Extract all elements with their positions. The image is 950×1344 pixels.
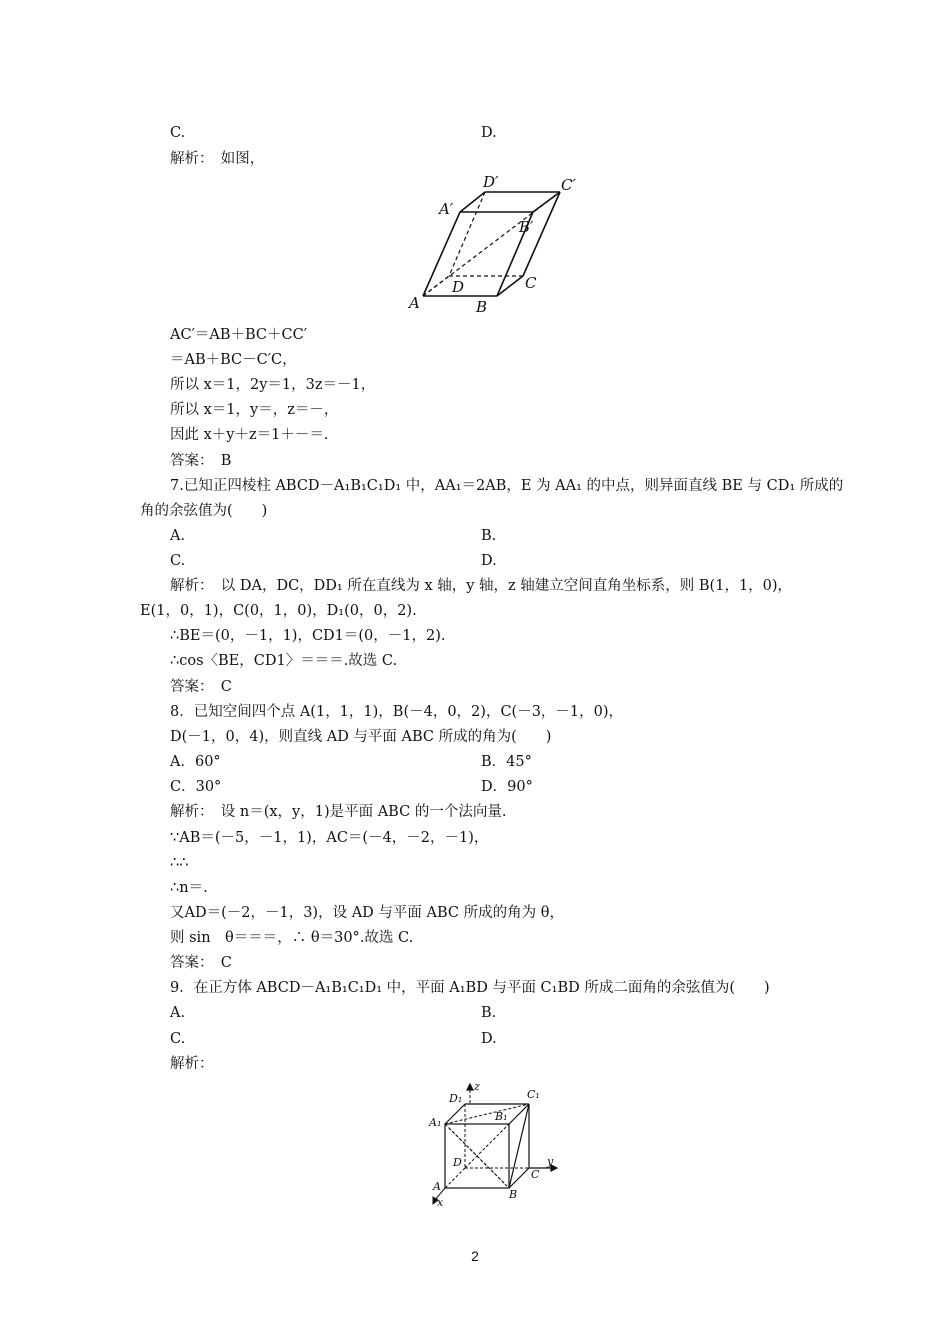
parallelepiped-figure xyxy=(405,172,590,326)
solution-line: 解析： 设 n＝(x，y，1)是平面 ABC 的一个法向量. xyxy=(170,804,507,820)
option-b: B. xyxy=(481,1005,497,1021)
label-d: D xyxy=(453,1156,462,1169)
label-a1: A₁ xyxy=(429,1116,442,1129)
label-d-prime: D′ xyxy=(483,173,499,191)
solution-line: E(1，0，1)，C(0，1，0)，D₁(0，0，2). xyxy=(140,603,417,619)
solution-label: 解析： xyxy=(170,1056,214,1072)
solution-line: ∵AB＝(－5，－1，1)，AC＝(－4，－2，－1)， xyxy=(170,830,489,846)
solution-line: ∴cos〈BE，CD1〉＝＝＝.故选 C. xyxy=(170,653,398,669)
question-9: 9．在正方体 ABCD－A₁B₁C₁D₁ 中，平面 A₁BD 与平面 C₁BD 所成二面角的余弦值为( ) xyxy=(170,980,770,996)
page-number: 2 xyxy=(471,1248,479,1264)
option-d: D. xyxy=(481,1031,497,1047)
option-b: B. xyxy=(481,528,497,544)
answer-line: 答案： C xyxy=(170,955,232,971)
solution-line: ∴n＝. xyxy=(170,880,208,896)
label-a: A xyxy=(409,294,420,312)
option-a: A．60° xyxy=(170,754,221,770)
answer-line: 答案： C xyxy=(170,679,232,695)
option-d: D. xyxy=(481,553,497,569)
label-a-prime: A′ xyxy=(439,200,454,218)
label-b: B xyxy=(509,1188,518,1201)
label-c: C xyxy=(525,274,537,292)
text-line: 因此 x＋y＋z＝1＋－＝. xyxy=(170,427,329,443)
label-b1: B₁ xyxy=(495,1110,508,1123)
text-line: 所以 x＝1，2y＝1，3z＝－1， xyxy=(170,377,376,393)
label-d: D xyxy=(452,278,465,296)
option-d: D. xyxy=(481,125,497,141)
option-a: A. xyxy=(170,1005,186,1021)
axis-z-label: z xyxy=(474,1080,480,1093)
label-c-prime: C′ xyxy=(561,176,576,194)
label-b-prime: B′ xyxy=(519,218,534,236)
option-a: A. xyxy=(170,528,186,544)
cube-figure xyxy=(425,1078,565,1212)
solution-line: 解析： 以 DA，DC，DD₁ 所在直线为 x 轴，y 轴，z 轴建立空间直角坐标系，则 B(1，1，0)， xyxy=(170,578,793,594)
question-8: 8．已知空间四个点 A(1，1，1)，B(－4，0，2)，C(－3，－1，0)， xyxy=(170,704,624,720)
label-c: C xyxy=(531,1168,540,1181)
text-line: 所以 x＝1，y＝，z＝－， xyxy=(170,402,339,418)
axis-y-label: y xyxy=(547,1155,554,1168)
solution-line: 又AD＝(－2，－1，3)，设 AD 与平面 ABC 所成的角为 θ， xyxy=(170,905,564,921)
text-line: ＝AB＋BC－C′C， xyxy=(170,352,297,368)
solution-line: 则 sin θ＝＝＝，∴ θ＝30°.故选 C. xyxy=(170,930,414,946)
option-c: C. xyxy=(170,553,186,569)
option-c: C. xyxy=(170,125,186,141)
question-8-cont: D(－1，0，4)，则直线 AD 与平面 ABC 所成的角为( ) xyxy=(170,729,552,745)
solution-label: 解析： 如图， xyxy=(170,151,265,167)
text-line: AC′＝AB＋BC＋CC′ xyxy=(170,327,307,343)
answer-line: 答案： B xyxy=(170,453,232,469)
option-d: D．90° xyxy=(481,779,533,795)
solution-line: ∴∴ xyxy=(170,855,189,871)
solution-line: ∴BE＝(0，－1，1)，CD1＝(0，－1，2). xyxy=(170,628,446,644)
label-d1: D₁ xyxy=(449,1092,463,1105)
option-b: B．45° xyxy=(481,754,532,770)
question-7: 7.已知正四棱柱 ABCD－A₁B₁C₁D₁ 中，AA₁＝2AB，E 为 AA₁ 的中点，则异面直线 BE 与 CD₁ 所成的 xyxy=(170,478,844,494)
label-c1: C₁ xyxy=(527,1088,540,1101)
question-7-cont: 角的余弦值为( ) xyxy=(140,503,268,519)
axis-x-label: x xyxy=(437,1196,444,1208)
label-b: B xyxy=(476,298,488,316)
label-a: A xyxy=(433,1180,441,1193)
option-c: C．30° xyxy=(170,779,222,795)
option-c: C. xyxy=(170,1031,186,1047)
